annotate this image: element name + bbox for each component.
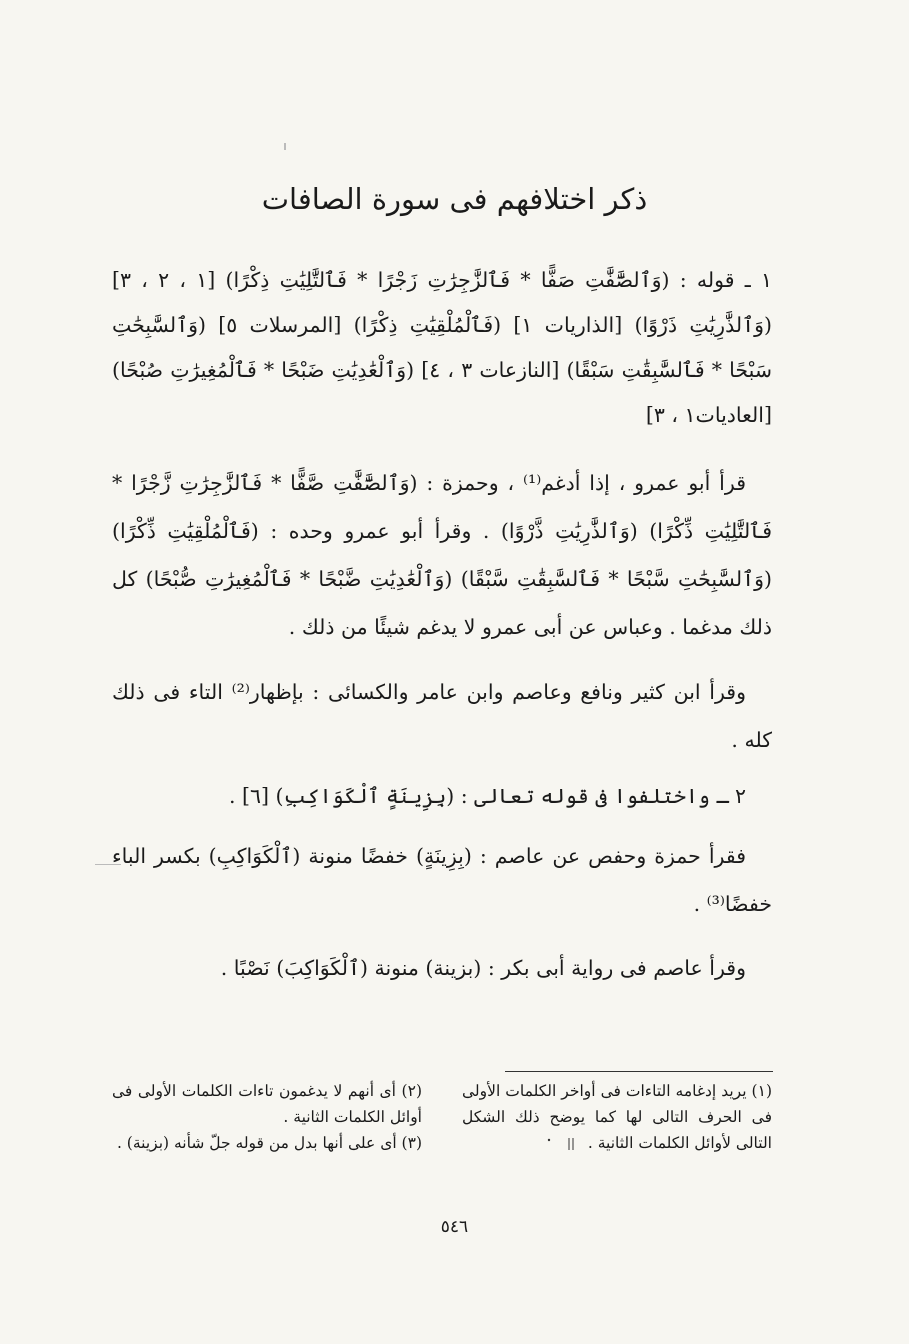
footnotes [112,1078,772,1156]
paragraph-second-item: ٢ ـ واختلفوا فى قوله تعالى : (بِزِينَةٍ ٱلْكَوَاكِبِ) [٦] . [229,784,746,808]
paragraph-abu-bakr: وقرأ عاصم فى رواية أبى بكر : (بزينة) منونة (ٱلْكَوَاكِبَ) نَصْبًا . [220,956,746,980]
tie-diagram-icon [543,1136,583,1152]
paragraph-abu-amr: قرأ أبو عمرو ، إذا أدغم⁽¹⁾ ، وحمزة : (وَٱلصَّٰٓفَّٰتِ صَّفًّا * فَٱلزَّٰجِرَٰتِ زَّجْرًا * فَٱلتَّٰلِيَٰتِ ذِّكْرًا) (وَٱلذَّٰرِيَٰتِ ذَّرْوًا) . وقرأ أبو عمرو وحده : (فَٱلْمُلْقِيَٰتِ ذِّكْرًا) (وَٱلسَّٰبِحَٰتِ سَّبْحًا * فَٱلسَّٰبِقَٰتِ سَّبْقًا) (وَٱلْعَٰدِيَٰتِ ضَّبْحًا * فَٱلْمُغِيرَٰتِ صُّبْحًا) كل ذلك مدغما . وعباس عن أبى عمرو لا يدغم شيئًا من ذلك . [112,471,772,639]
footnote-3: (٣) أى على أنها بدل من قوله جلّ شأنه (بزينة) . [116,1134,422,1152]
main-text [112,258,772,992]
page-title: ذكر اختلافهم فى سورة الصافات [261,182,648,216]
footnote-1-text: (١) يريد إدغامه التاءات فى أواخر الكلمات الأولى فى الحرف التالى لها كما يوضح ذلك الشكل التالى لأوائل الكلمات الثانية . [462,1082,772,1152]
footnote-2: (٢) أى أنهم لا يدغمون تاءات الكلمات الأولى فى أوائل الكلمات الثانية . [112,1082,422,1126]
footnote-1 [462,1078,772,1156]
footnote-column-right [462,1078,772,1156]
page-number: ٥٤٦ [440,1217,469,1237]
paragraph-verse-list: ١ ـ قوله : (وَٱلصَّٰٓفَّٰتِ صَفًّا * فَٱلزَّٰجِرَٰتِ زَجْرًا * فَٱلتَّٰلِيَٰتِ ذِكْرًا) [١ ، ٢ ، ٣] (وَٱلذَّٰرِيَٰتِ ذَرْوًا) [الذاريات ١] (فَٱلْمُلْقِيَٰتِ ذِكْرًا) [المرسلات ٥] (وَٱلسَّٰبِحَٰتِ سَبْحًا * فَٱلسَّٰبِقَٰتِ سَبْقًا) [النازعات ٣ ، ٤] (وَٱلْعَٰدِيَٰتِ ضَبْحًا * فَٱلْمُغِيرَٰتِ صُبْحًا) [العاديات١ ، ٣] [112,268,772,427]
scan-mark [284,143,286,150]
footnote-column-left [112,1078,422,1156]
footnote-rule [505,1071,773,1072]
paragraph-hamza: فقرأ حمزة وحفص عن عاصم : (بِزِينَةٍ) خفضًا منونة (ٱلْكَوَاكِبِ) بكسر الباء خفضًا⁽³⁾ . [112,844,772,916]
paragraph-ibn-kathir: وقرأ ابن كثير ونافع وعاصم وابن عامر والكسائى : بإظهار⁽²⁾ التاء فى ذلك كله . [112,680,772,752]
